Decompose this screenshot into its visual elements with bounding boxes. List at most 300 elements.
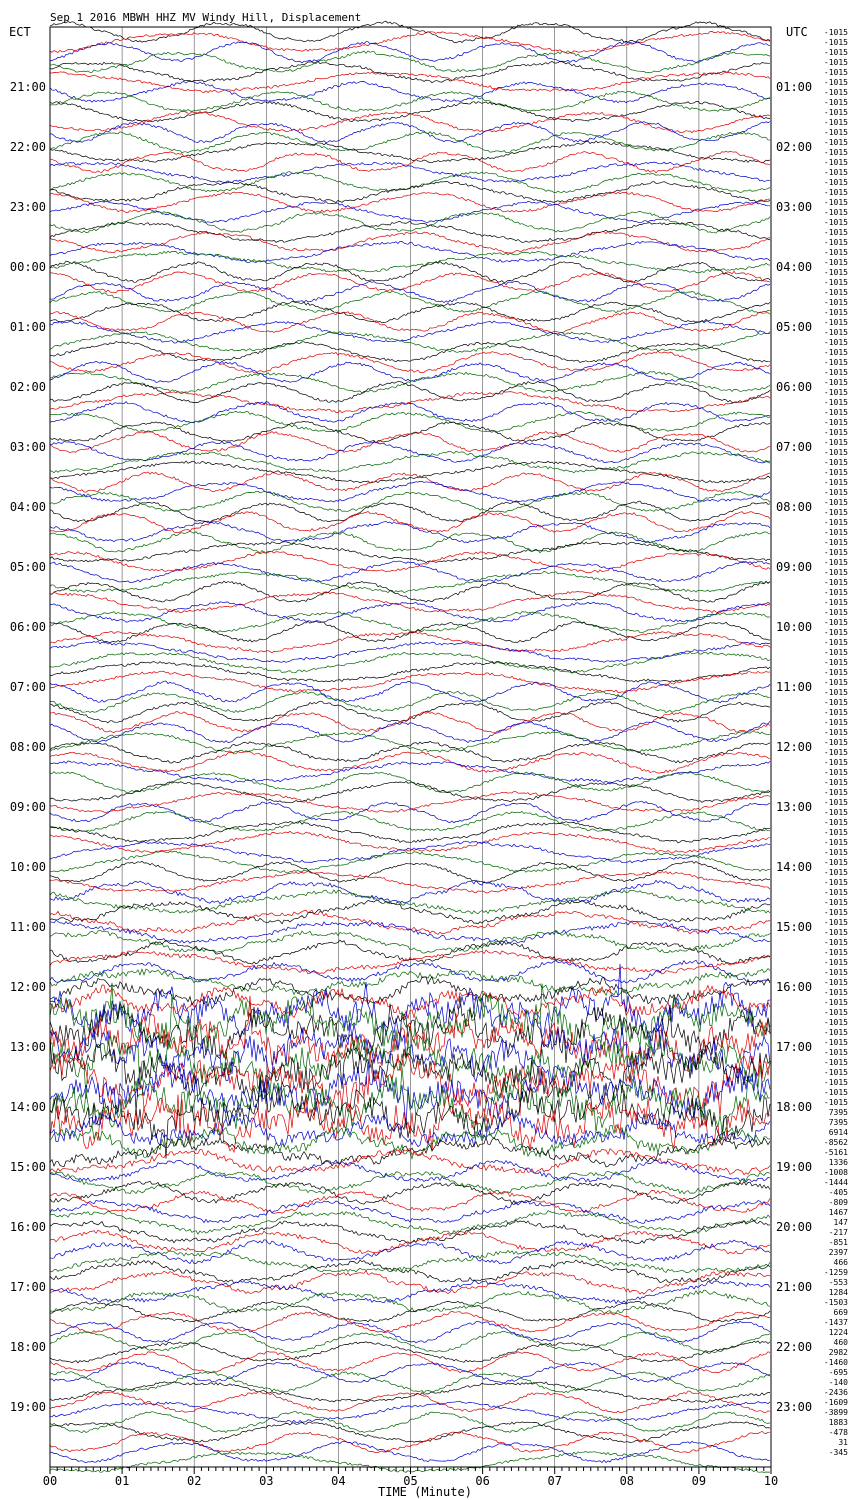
seismic-trace bbox=[50, 1321, 770, 1343]
amplitude-label: -1015 bbox=[823, 848, 848, 857]
x-tick-label: 05 bbox=[403, 1474, 418, 1488]
seismic-trace bbox=[50, 192, 770, 213]
x-tick-label: 08 bbox=[619, 1474, 635, 1488]
amplitude-label: -1015 bbox=[823, 78, 848, 87]
seismic-trace bbox=[50, 1037, 770, 1111]
left-hour-label: 15:00 bbox=[9, 1160, 46, 1174]
amplitude-label: -345 bbox=[828, 1448, 848, 1457]
seismic-trace bbox=[50, 581, 770, 602]
amplitude-label: -1015 bbox=[823, 1018, 848, 1027]
amplitude-label: -1015 bbox=[823, 358, 848, 367]
amplitude-label: -1015 bbox=[823, 38, 848, 47]
amplitude-label: -1015 bbox=[823, 858, 848, 867]
right-hour-label: 08:00 bbox=[776, 500, 813, 514]
amplitude-label: -1015 bbox=[823, 138, 848, 147]
amplitude-label: -1015 bbox=[823, 548, 848, 557]
right-hour-label: 13:00 bbox=[776, 800, 813, 814]
amplitude-label: -1015 bbox=[823, 338, 848, 347]
seismic-trace bbox=[50, 381, 770, 403]
amplitude-label: -1015 bbox=[823, 158, 848, 167]
right-hour-label: 04:00 bbox=[776, 260, 813, 274]
x-tick-label: 02 bbox=[186, 1474, 202, 1488]
amplitude-label: -1015 bbox=[823, 418, 848, 427]
amplitude-label: -1015 bbox=[823, 948, 848, 957]
amplitude-label: -1015 bbox=[823, 488, 848, 497]
seismic-trace bbox=[50, 1260, 770, 1284]
x-tick-label: 01 bbox=[114, 1474, 130, 1488]
amplitude-label: -1015 bbox=[823, 518, 848, 527]
seismic-trace bbox=[50, 122, 770, 143]
seismic-trace bbox=[50, 391, 770, 413]
amplitude-label: -1015 bbox=[823, 328, 848, 337]
amplitude-label: -1015 bbox=[823, 248, 848, 257]
amplitude-label: 147 bbox=[833, 1218, 848, 1227]
amplitude-label: -851 bbox=[828, 1238, 848, 1247]
amplitude-label: 460 bbox=[833, 1338, 848, 1347]
seismic-trace bbox=[50, 910, 770, 934]
x-tick-label: 10 bbox=[763, 1474, 779, 1488]
right-hour-label: 21:00 bbox=[776, 1280, 813, 1294]
amplitude-label: -1015 bbox=[823, 228, 848, 237]
right-hour-label: 19:00 bbox=[776, 1160, 813, 1174]
seismic-trace bbox=[50, 712, 770, 733]
seismic-trace bbox=[50, 732, 770, 753]
seismic-trace bbox=[50, 1362, 770, 1383]
amplitude-label: -1015 bbox=[823, 528, 848, 537]
amplitude-label: -1015 bbox=[823, 448, 848, 457]
seismic-trace bbox=[50, 302, 770, 324]
amplitude-label: -1015 bbox=[823, 878, 848, 887]
right-hour-label: 07:00 bbox=[776, 440, 813, 454]
amplitude-label: -1015 bbox=[823, 298, 848, 307]
amplitude-label: -1015 bbox=[823, 908, 848, 917]
amplitude-label: -1015 bbox=[823, 268, 848, 277]
amplitude-label: -1015 bbox=[823, 738, 848, 747]
chart-title: Sep 1 2016 MBWH HHZ MV Windy Hill, Displacement bbox=[50, 11, 362, 24]
amplitude-label: -1015 bbox=[823, 1078, 848, 1087]
amplitude-label: -1015 bbox=[823, 1048, 848, 1057]
seismic-trace bbox=[50, 1230, 770, 1254]
amplitude-label: -1015 bbox=[823, 208, 848, 217]
left-hour-label: 07:00 bbox=[9, 680, 46, 694]
seismic-trace bbox=[50, 411, 770, 432]
amplitude-label: -3899 bbox=[823, 1408, 848, 1417]
seismic-trace bbox=[50, 271, 770, 292]
seismic-trace bbox=[50, 51, 770, 73]
amplitude-label: -5161 bbox=[823, 1148, 848, 1157]
amplitude-label: 6914 bbox=[828, 1128, 848, 1137]
amplitude-label: -1015 bbox=[823, 758, 848, 767]
seismic-trace bbox=[50, 1412, 770, 1433]
left-hour-label: 21:00 bbox=[9, 80, 46, 94]
amplitude-label: 1883 bbox=[828, 1418, 848, 1427]
amplitude-label: -1015 bbox=[823, 58, 848, 67]
amplitude-label: -1015 bbox=[823, 128, 848, 137]
amplitude-label: -1015 bbox=[823, 818, 848, 827]
seismic-trace bbox=[50, 1401, 770, 1422]
amplitude-label: 7395 bbox=[828, 1118, 848, 1127]
amplitude-label: -1015 bbox=[823, 438, 848, 447]
seismic-trace bbox=[50, 900, 770, 924]
seismic-trace bbox=[50, 451, 770, 473]
amplitude-label: -1015 bbox=[823, 898, 848, 907]
amplitude-label: -1015 bbox=[823, 378, 848, 387]
amplitude-label: -1015 bbox=[823, 68, 848, 77]
seismic-trace bbox=[50, 691, 770, 712]
seismic-trace bbox=[50, 1281, 770, 1304]
seismic-trace bbox=[50, 890, 770, 914]
amplitude-label: 466 bbox=[833, 1258, 848, 1267]
seismic-trace bbox=[50, 441, 770, 463]
left-hour-label: 17:00 bbox=[9, 1280, 46, 1294]
seismic-trace bbox=[50, 101, 770, 121]
x-axis-label: TIME (Minute) bbox=[378, 1485, 472, 1499]
seismic-trace bbox=[50, 481, 770, 502]
seismic-trace bbox=[50, 612, 770, 633]
right-time-axis bbox=[776, 80, 812, 1414]
right-hour-label: 14:00 bbox=[776, 860, 813, 874]
right-hour-label: 05:00 bbox=[776, 320, 813, 334]
amplitude-label: -1015 bbox=[823, 698, 848, 707]
amplitude-label: -1015 bbox=[823, 428, 848, 437]
left-hour-label: 22:00 bbox=[9, 140, 46, 154]
amplitude-label: -1015 bbox=[823, 538, 848, 547]
amplitude-label: -1015 bbox=[823, 368, 848, 377]
seismic-trace bbox=[50, 1382, 770, 1403]
amplitude-label: -1015 bbox=[823, 148, 848, 157]
seismic-trace bbox=[50, 1067, 770, 1132]
seismic-trace bbox=[50, 985, 770, 1019]
seismic-trace bbox=[50, 851, 770, 873]
amplitude-label: -405 bbox=[828, 1188, 848, 1197]
left-hour-label: 05:00 bbox=[9, 560, 46, 574]
amplitude-label: -553 bbox=[828, 1278, 848, 1287]
amplitude-label: -1015 bbox=[823, 28, 848, 37]
seismic-trace bbox=[50, 461, 770, 483]
amplitude-label: -1015 bbox=[823, 608, 848, 617]
seismic-trace bbox=[50, 1190, 770, 1213]
amplitude-label: -1015 bbox=[823, 458, 848, 467]
left-hour-label: 10:00 bbox=[9, 860, 46, 874]
left-hour-label: 04:00 bbox=[9, 500, 46, 514]
amplitude-label: -1015 bbox=[823, 748, 848, 757]
right-hour-label: 10:00 bbox=[776, 620, 813, 634]
left-hour-label: 16:00 bbox=[9, 1220, 46, 1234]
seismic-trace bbox=[50, 761, 770, 783]
amplitude-label: -1460 bbox=[823, 1358, 848, 1367]
seismic-trace bbox=[50, 752, 770, 773]
seismic-trace bbox=[50, 977, 770, 1007]
seismic-trace bbox=[50, 652, 770, 673]
amplitude-label: -8562 bbox=[823, 1138, 848, 1147]
seismic-trace bbox=[50, 701, 770, 723]
amplitude-label: -1015 bbox=[823, 1028, 848, 1037]
seismic-trace bbox=[50, 1200, 770, 1223]
amplitude-label: -1015 bbox=[823, 798, 848, 807]
amplitude-label: -1015 bbox=[823, 628, 848, 637]
amplitude-label: -1015 bbox=[823, 388, 848, 397]
x-tick-label: 09 bbox=[691, 1474, 707, 1488]
seismic-trace bbox=[50, 21, 770, 42]
seismic-trace bbox=[50, 402, 770, 423]
seismic-trace bbox=[50, 181, 770, 202]
seismic-trace bbox=[50, 592, 770, 613]
amplitude-label: -1015 bbox=[823, 578, 848, 587]
seismic-trace bbox=[50, 1431, 770, 1453]
left-hour-label: 02:00 bbox=[9, 380, 46, 394]
amplitude-label: -1015 bbox=[823, 108, 848, 117]
seismic-trace bbox=[50, 772, 770, 793]
seismic-trace bbox=[50, 822, 770, 843]
left-hour-label: 03:00 bbox=[9, 440, 46, 454]
amplitude-label: -1015 bbox=[823, 928, 848, 937]
seismic-trace bbox=[50, 1035, 770, 1099]
amplitude-label: -1015 bbox=[823, 838, 848, 847]
amplitude-label: -217 bbox=[828, 1228, 848, 1237]
left-hour-label: 12:00 bbox=[9, 980, 46, 994]
seismic-trace bbox=[50, 111, 770, 132]
amplitude-label: -1015 bbox=[823, 658, 848, 667]
seismic-trace bbox=[50, 791, 770, 812]
seismic-trace bbox=[50, 1290, 770, 1313]
seismic-trace bbox=[50, 602, 770, 623]
amplitude-label: -1015 bbox=[823, 1068, 848, 1077]
left-hour-label: 06:00 bbox=[9, 620, 46, 634]
amplitude-label: -1015 bbox=[823, 588, 848, 597]
x-tick-label: 06 bbox=[475, 1474, 490, 1488]
seismic-trace bbox=[50, 741, 770, 763]
seismic-trace bbox=[50, 930, 770, 953]
seismic-trace bbox=[50, 1371, 770, 1393]
right-hour-label: 20:00 bbox=[776, 1220, 813, 1234]
amplitude-label: -1015 bbox=[823, 348, 848, 357]
seismic-trace bbox=[50, 351, 770, 373]
seismic-trace bbox=[50, 641, 770, 662]
amplitude-label: 31 bbox=[838, 1438, 848, 1447]
amplitude-label: -1015 bbox=[823, 988, 848, 997]
right-hour-label: 22:00 bbox=[776, 1340, 813, 1354]
amplitude-label: -1015 bbox=[823, 48, 848, 57]
seismic-trace bbox=[50, 1062, 770, 1127]
amplitude-label: -1015 bbox=[823, 558, 848, 567]
right-hour-label: 12:00 bbox=[776, 740, 813, 754]
amplitude-label: -1015 bbox=[823, 408, 848, 417]
amplitude-label: -1015 bbox=[823, 648, 848, 657]
seismic-trace bbox=[50, 940, 770, 964]
left-hour-label: 01:00 bbox=[9, 320, 46, 334]
x-tick-label: 03 bbox=[259, 1474, 274, 1488]
left-hour-label: 23:00 bbox=[9, 200, 46, 214]
amplitude-label: -1015 bbox=[823, 288, 848, 297]
amplitude-label: -1015 bbox=[823, 168, 848, 177]
amplitude-label: -1015 bbox=[823, 98, 848, 107]
left-timezone-label: ECT bbox=[9, 25, 31, 39]
left-hour-label: 11:00 bbox=[9, 920, 46, 934]
amplitude-label: -1015 bbox=[823, 598, 848, 607]
amplitude-label: -1015 bbox=[823, 498, 848, 507]
right-hour-label: 11:00 bbox=[776, 680, 813, 694]
right-hour-label: 02:00 bbox=[776, 140, 813, 154]
seismic-trace bbox=[50, 1441, 770, 1463]
amplitude-label: -1015 bbox=[823, 1008, 848, 1017]
seismic-trace bbox=[50, 1250, 770, 1272]
amplitude-label: -1015 bbox=[823, 938, 848, 947]
seismic-trace bbox=[50, 1331, 770, 1352]
amplitude-label: -1437 bbox=[823, 1318, 848, 1327]
amplitude-label: 1224 bbox=[828, 1328, 848, 1337]
seismic-trace bbox=[50, 61, 770, 82]
amplitude-label: -1015 bbox=[823, 808, 848, 817]
amplitude-label: 669 bbox=[833, 1308, 848, 1317]
amplitude-label: -1503 bbox=[823, 1298, 848, 1307]
amplitude-label: 2982 bbox=[828, 1348, 848, 1357]
amplitude-label: -695 bbox=[828, 1368, 848, 1377]
amplitude-label: -1444 bbox=[823, 1178, 848, 1187]
amplitude-label: -1015 bbox=[823, 778, 848, 787]
left-hour-label: 19:00 bbox=[9, 1400, 46, 1414]
amplitude-label: 1467 bbox=[828, 1208, 848, 1217]
amplitude-label: -1015 bbox=[823, 728, 848, 737]
seismic-trace bbox=[50, 321, 770, 343]
seismic-trace bbox=[50, 721, 770, 742]
amplitude-label: -1015 bbox=[823, 278, 848, 287]
right-hour-label: 01:00 bbox=[776, 80, 813, 94]
seismic-trace bbox=[50, 1352, 770, 1373]
amplitude-label: -1015 bbox=[823, 918, 848, 927]
seismic-trace bbox=[50, 162, 770, 182]
amplitude-label: -1015 bbox=[823, 178, 848, 187]
right-timezone-label: UTC bbox=[786, 25, 808, 39]
right-hour-label: 03:00 bbox=[776, 200, 813, 214]
seismic-trace bbox=[50, 241, 770, 262]
seismic-trace bbox=[50, 151, 770, 173]
seismic-trace bbox=[50, 421, 770, 442]
amplitude-label: -1015 bbox=[823, 638, 848, 647]
amplitude-label: -1015 bbox=[823, 218, 848, 227]
left-time-axis bbox=[10, 80, 46, 1414]
amplitude-label: -1015 bbox=[823, 308, 848, 317]
seismic-trace bbox=[50, 812, 770, 832]
amplitude-label: -1015 bbox=[823, 1088, 848, 1097]
amplitude-label: 2397 bbox=[828, 1248, 848, 1257]
seismic-trace bbox=[50, 531, 770, 553]
amplitude-label: -1015 bbox=[823, 88, 848, 97]
x-tick-label: 07 bbox=[547, 1474, 562, 1488]
amplitude-label: -1015 bbox=[823, 868, 848, 877]
right-hour-label: 06:00 bbox=[776, 380, 813, 394]
amplitude-label: -1015 bbox=[823, 1058, 848, 1067]
amplitude-label: -1015 bbox=[823, 958, 848, 967]
seismic-trace bbox=[50, 291, 770, 313]
left-hour-label: 08:00 bbox=[9, 740, 46, 754]
seismic-trace bbox=[50, 920, 770, 943]
amplitude-label: -1015 bbox=[823, 198, 848, 207]
amplitude-label: -1015 bbox=[823, 468, 848, 477]
seismic-trace bbox=[50, 1422, 770, 1443]
seismic-trace bbox=[50, 211, 770, 233]
amplitude-label: -809 bbox=[828, 1198, 848, 1207]
right-hour-label: 17:00 bbox=[776, 1040, 813, 1054]
amplitude-label: -1015 bbox=[823, 1038, 848, 1047]
right-hour-label: 16:00 bbox=[776, 980, 813, 994]
amplitude-label: -1015 bbox=[823, 668, 848, 677]
seismic-trace bbox=[50, 332, 770, 353]
amplitude-label: -1015 bbox=[823, 688, 848, 697]
amplitude-label: -1015 bbox=[823, 968, 848, 977]
amplitude-scale bbox=[824, 28, 848, 1457]
seismic-trace bbox=[50, 1160, 770, 1182]
amplitude-label: 7395 bbox=[828, 1108, 848, 1117]
amplitude-label: -1015 bbox=[823, 1098, 848, 1107]
amplitude-label: -1015 bbox=[823, 318, 848, 327]
seismic-trace bbox=[50, 491, 770, 512]
seismic-trace bbox=[50, 880, 770, 903]
seismic-trace bbox=[50, 501, 770, 522]
amplitude-label: -1015 bbox=[823, 718, 848, 727]
right-hour-label: 23:00 bbox=[776, 1400, 813, 1414]
seismic-trace bbox=[50, 261, 770, 283]
amplitude-label: -2436 bbox=[823, 1388, 848, 1397]
amplitude-label: -1015 bbox=[823, 998, 848, 1007]
amplitude-label: -1015 bbox=[823, 618, 848, 627]
amplitude-label: -1015 bbox=[823, 568, 848, 577]
x-tick-label: 04 bbox=[331, 1474, 346, 1488]
left-hour-label: 09:00 bbox=[9, 800, 46, 814]
left-hour-label: 13:00 bbox=[9, 1040, 46, 1054]
seismic-trace bbox=[50, 571, 770, 592]
trace-group bbox=[50, 21, 770, 1472]
seismic-trace bbox=[50, 251, 770, 273]
left-hour-label: 18:00 bbox=[9, 1340, 46, 1354]
right-hour-label: 18:00 bbox=[776, 1100, 813, 1114]
left-hour-label: 14:00 bbox=[9, 1100, 46, 1114]
amplitude-label: -1015 bbox=[823, 828, 848, 837]
amplitude-label: -1259 bbox=[823, 1268, 848, 1277]
seismic-trace bbox=[50, 1311, 770, 1332]
right-hour-label: 15:00 bbox=[776, 920, 813, 934]
seismic-trace bbox=[50, 281, 770, 302]
amplitude-label: -140 bbox=[828, 1378, 848, 1387]
amplitude-label: -1015 bbox=[823, 238, 848, 247]
amplitude-label: -1015 bbox=[823, 678, 848, 687]
left-hour-label: 00:00 bbox=[9, 260, 46, 274]
seismic-trace bbox=[50, 361, 770, 382]
amplitude-label: -1015 bbox=[823, 508, 848, 517]
right-hour-label: 09:00 bbox=[776, 560, 813, 574]
amplitude-label: -1015 bbox=[823, 788, 848, 797]
seismic-trace bbox=[50, 632, 770, 653]
amplitude-label: -1015 bbox=[823, 478, 848, 487]
x-tick-label: 00 bbox=[42, 1474, 58, 1488]
seismic-trace bbox=[50, 662, 770, 683]
seismic-trace bbox=[50, 201, 770, 222]
seismic-trace bbox=[50, 542, 770, 563]
seismic-trace bbox=[50, 221, 770, 242]
seismic-trace bbox=[50, 511, 770, 532]
seismic-trace bbox=[50, 561, 770, 583]
amplitude-label: -1015 bbox=[823, 258, 848, 267]
amplitude-label: -1015 bbox=[823, 708, 848, 717]
amplitude-label: -1015 bbox=[823, 188, 848, 197]
amplitude-label: -1015 bbox=[823, 398, 848, 407]
seismic-trace bbox=[50, 681, 770, 703]
amplitude-label: -1015 bbox=[823, 118, 848, 127]
amplitude-label: 1284 bbox=[828, 1288, 848, 1297]
seismic-trace bbox=[50, 342, 770, 363]
amplitude-label: -478 bbox=[828, 1428, 848, 1437]
amplitude-label: -1015 bbox=[823, 888, 848, 897]
amplitude-label: -1008 bbox=[823, 1168, 848, 1177]
